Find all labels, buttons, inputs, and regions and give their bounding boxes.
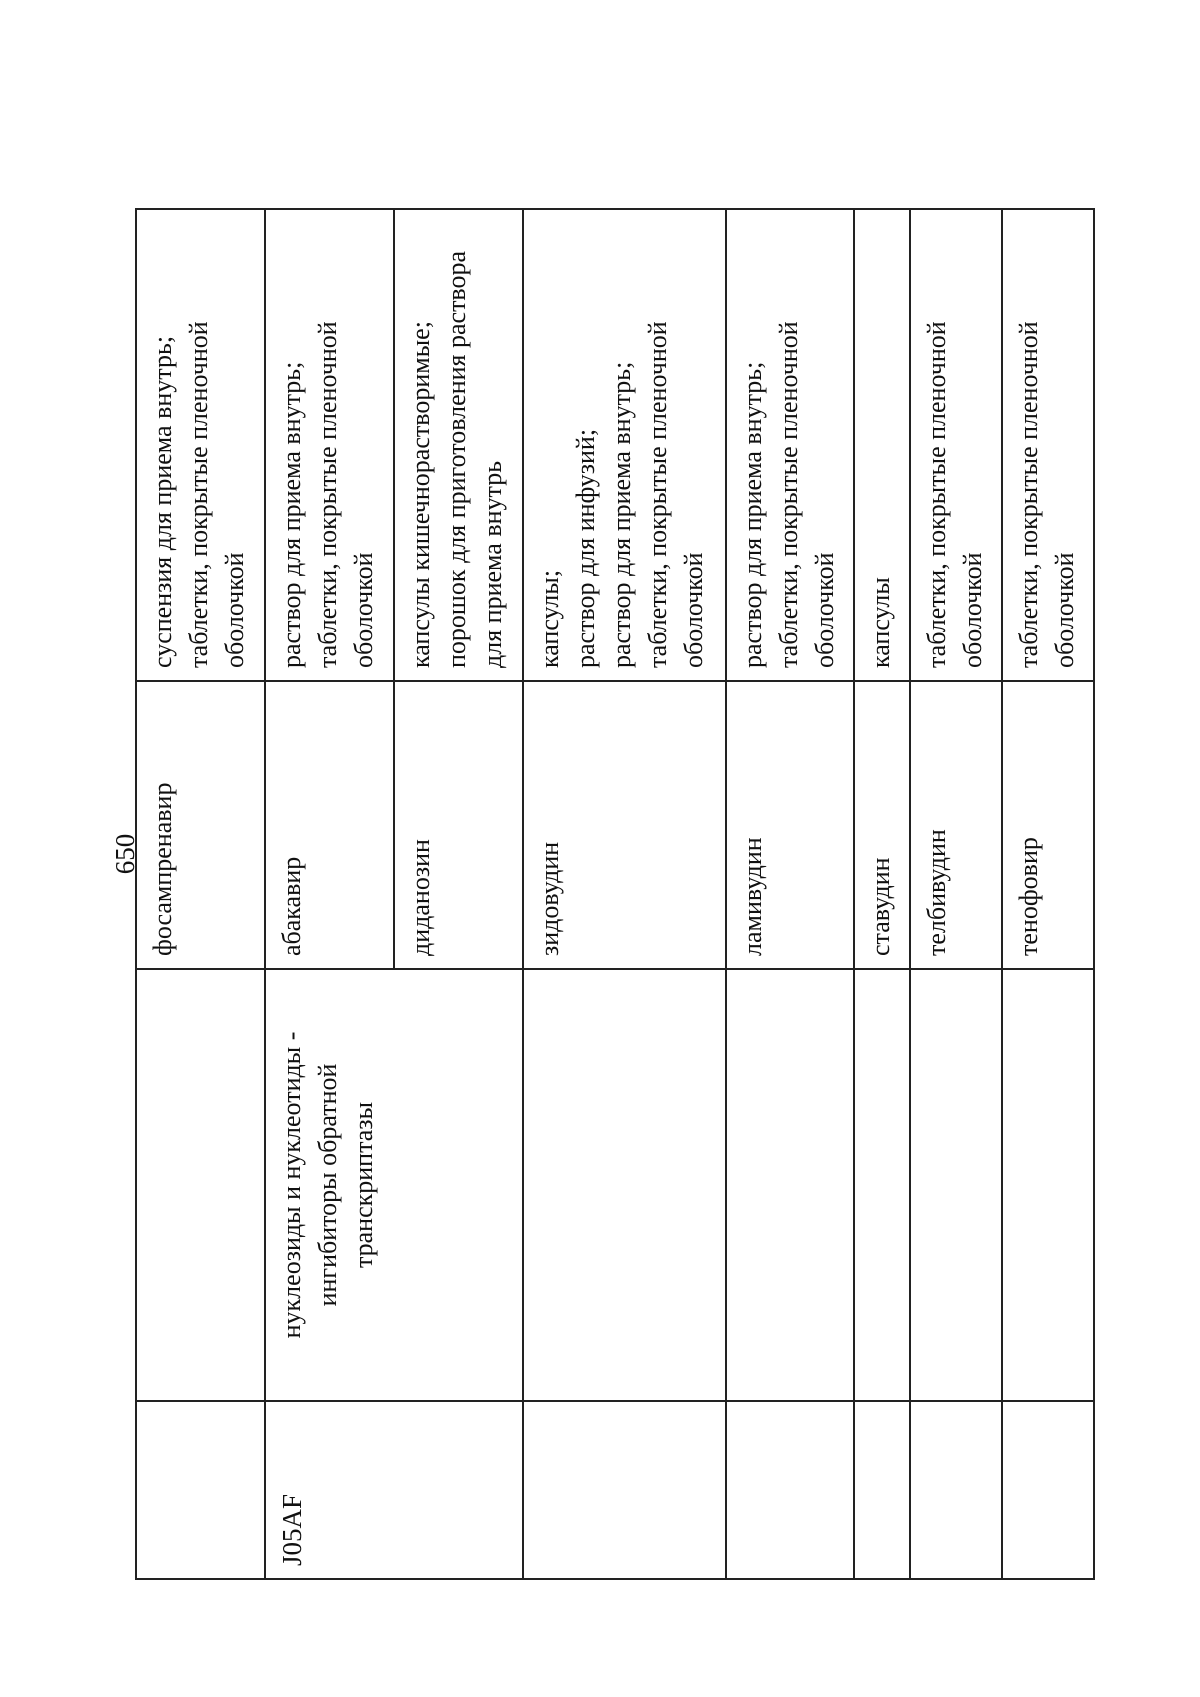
dosage-form: капсулы кишечнорастворимые; [405, 321, 435, 668]
dosage-form: раствор для приема внутрь; [606, 361, 636, 668]
atc-code-cell: J05AF [265, 1401, 523, 1579]
table-row [523, 209, 726, 1579]
drug-name-cell: ламивудин [726, 681, 855, 969]
dosage-form: раствор для инфузий; [570, 428, 600, 668]
dosage-form: таблетки, покрытые пленочной оболочкой [1013, 321, 1079, 668]
table-row [726, 209, 855, 1579]
atc-code-cell [136, 1401, 265, 1579]
group-cell [1002, 969, 1094, 1401]
dosage-form: таблетки, покрытые пленочной оболочкой [921, 321, 987, 668]
drug-name-cell: зидовудин [523, 681, 726, 969]
table-row [910, 209, 1002, 1579]
group-cell: нуклеозиды и нуклеотиды - ингибиторы обратной транскриптазы [265, 969, 523, 1401]
dosage-forms-cell [523, 209, 726, 681]
drug-name-cell: фосампренавир [136, 681, 265, 969]
dosage-forms-cell [910, 209, 1002, 681]
dosage-form: капсулы [866, 577, 896, 668]
table-row [136, 209, 265, 1579]
table-row [854, 209, 909, 1579]
drug-name-cell: абакавир [265, 681, 394, 969]
atc-code-cell [910, 1401, 1002, 1579]
atc-code-cell [1002, 1401, 1094, 1579]
group-cell [523, 969, 726, 1401]
dosage-form: таблетки, покрытые пленочной оболочкой [312, 321, 378, 668]
dosage-forms-cell [136, 209, 265, 681]
drug-name-cell: ставудин [854, 681, 909, 969]
atc-code-cell [523, 1401, 726, 1579]
rotated-table-wrapper [135, 210, 1095, 1580]
dosage-form: капсулы; [534, 569, 564, 668]
drug-table [135, 208, 1095, 1580]
dosage-form: таблетки, покрытые пленочной оболочкой [773, 321, 839, 668]
dosage-form: раствор для приема внутрь; [737, 361, 767, 668]
dosage-form: раствор для приема внутрь; [276, 361, 306, 668]
atc-code-cell [854, 1401, 909, 1579]
table-row [265, 209, 394, 1579]
dosage-form: таблетки, покрытые пленочной оболочкой [184, 321, 249, 668]
group-cell [910, 969, 1002, 1401]
dosage-forms-cell [854, 209, 909, 681]
dosage-forms-cell [1002, 209, 1094, 681]
dosage-forms-cell [726, 209, 855, 681]
dosage-form: суспензия для приема внутрь; [148, 335, 177, 668]
page-number: 650 [110, 833, 140, 875]
dosage-form: таблетки, покрытые пленочной оболочкой [642, 321, 708, 668]
dosage-form: порошок для приготовления раствора для приема внутрь [441, 250, 507, 668]
group-cell [726, 969, 855, 1401]
table-row [1002, 209, 1094, 1579]
group-cell [136, 969, 265, 1401]
drug-name-cell: диданозин [394, 681, 523, 969]
dosage-forms-cell [394, 209, 523, 681]
dosage-forms-cell [265, 209, 394, 681]
group-cell [854, 969, 909, 1401]
drug-name-cell: тенофовир [1002, 681, 1094, 969]
atc-code-cell [726, 1401, 855, 1579]
drug-name-cell: телбивудин [910, 681, 1002, 969]
